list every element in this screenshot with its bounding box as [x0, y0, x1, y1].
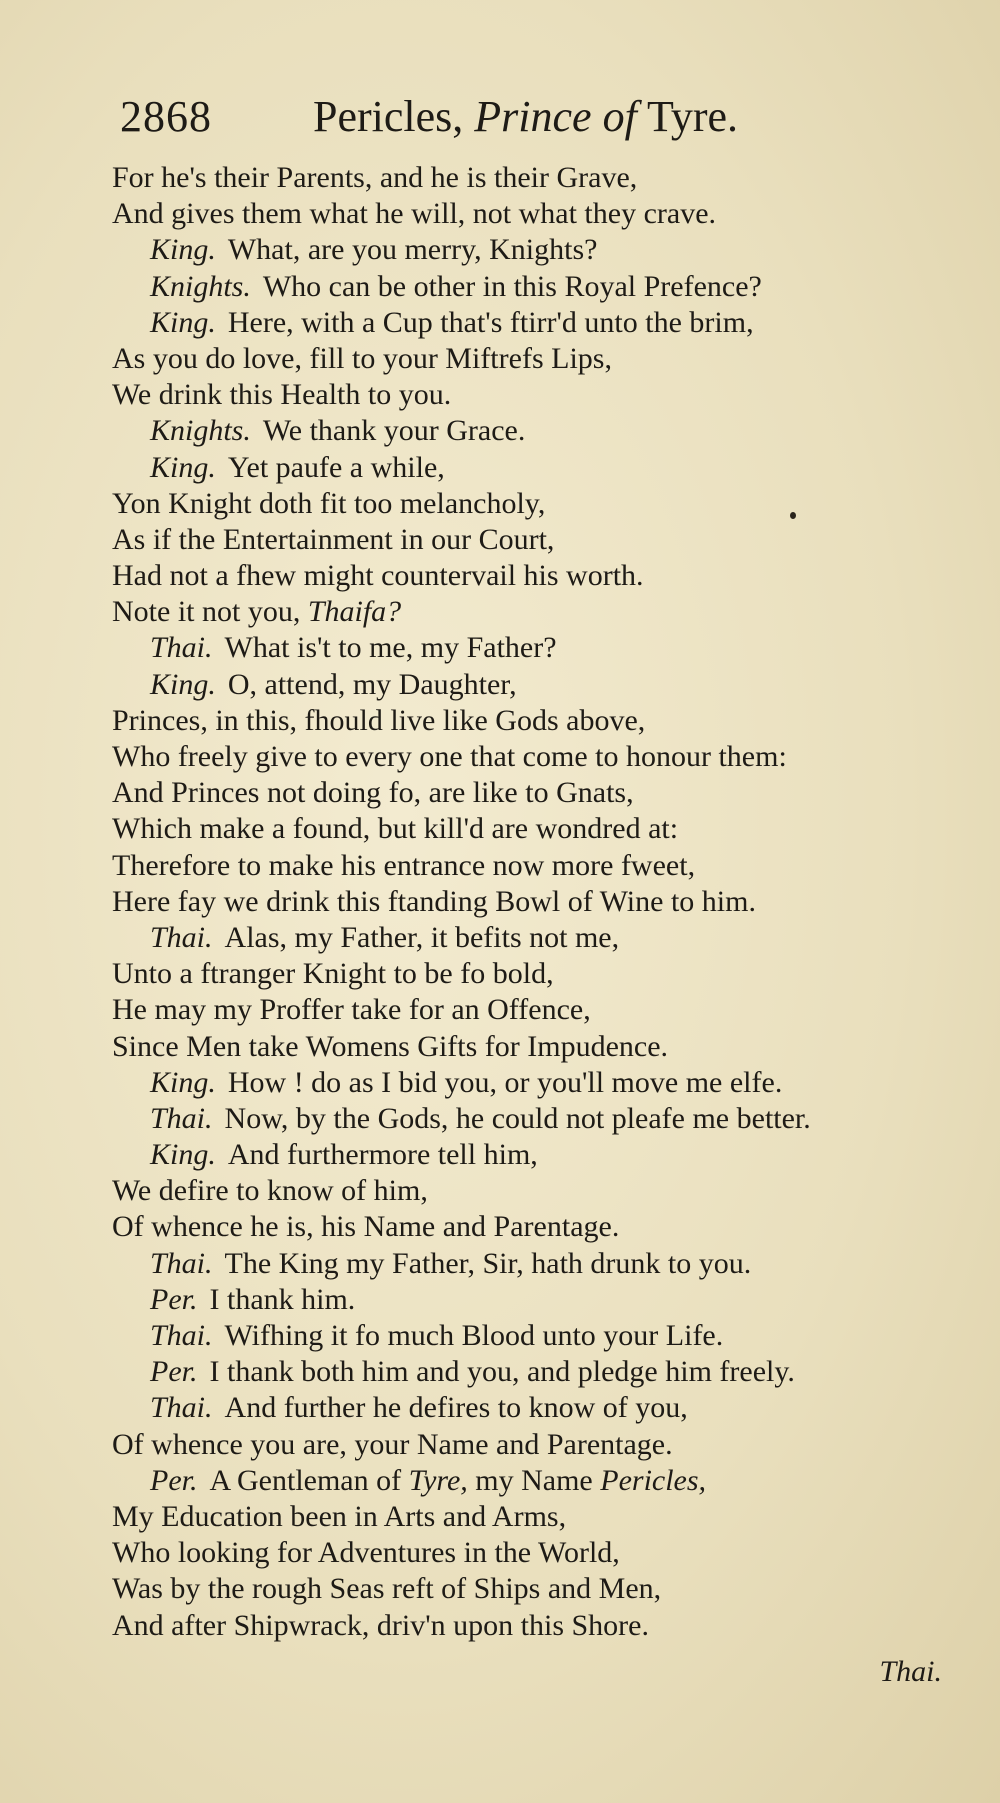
speaker-name: King. [150, 1065, 216, 1099]
header-title-part3: Tyre. [647, 92, 739, 141]
line-text: The King my Father, Sir, hath drunk to you. [224, 1246, 752, 1280]
line-italic-word: Tyre, [408, 1463, 468, 1497]
ink-spot [790, 512, 796, 519]
verse-line [0, 558, 1000, 594]
line-text: For he's their Parents, and he is their Grave, [112, 161, 638, 194]
verse-line [0, 1209, 1000, 1245]
speech-line [0, 1282, 1000, 1318]
verse-line [0, 739, 1000, 775]
catchword: Thai. [879, 1655, 942, 1688]
speaker-name: Thai. [150, 1101, 213, 1135]
speech-line [0, 920, 1000, 956]
verse-line [0, 811, 1000, 847]
verse-line [0, 196, 1000, 232]
line-text: I thank him. [209, 1282, 356, 1316]
speaker-name: King. [150, 1138, 216, 1172]
speaker-name: Thai. [150, 1319, 213, 1352]
line-text: Of whence you are, your Name and Parentage. [112, 1427, 673, 1461]
line-text: Of whence he is, his Name and Parentage. [112, 1210, 620, 1244]
verse-line [0, 1427, 1000, 1463]
verse-line [0, 1029, 1000, 1065]
speaker-name: Per. [150, 1282, 198, 1316]
speech-line [0, 450, 1000, 486]
verse-line [0, 1608, 1000, 1644]
verse-line [0, 703, 1000, 739]
speech-line [0, 1463, 1000, 1499]
line-text: Wifhing it fo much Blood unto your Life. [224, 1319, 724, 1352]
line-text: Since Men take Womens Gifts for Impudence. [112, 1029, 669, 1063]
speaker-name: Knights. [150, 414, 251, 448]
line-text: Now, by the Gods, he could not pleafe me better. [224, 1101, 811, 1135]
verse-line [0, 160, 1000, 196]
line-text: Had not a fhew might countervail his worth. [112, 559, 644, 593]
line-text: My Education been in Arts and Arms, [112, 1499, 567, 1533]
line-text: Here fay we drink this ftanding Bowl of Wine to him. [112, 884, 756, 918]
line-text: Who looking for Adventures in the World, [112, 1536, 620, 1570]
speech-line [0, 1101, 1000, 1137]
page-number: 2868 [120, 92, 212, 141]
line-text: Alas, my Father, it befits not me, [224, 920, 620, 954]
line-text: Yon Knight doth fit too melancholy, [112, 486, 546, 520]
line-italic-word: Thaifa? [307, 595, 402, 629]
speaker-name: Knights. [150, 269, 251, 303]
verse-line [0, 884, 1000, 920]
play-text [0, 160, 1000, 1644]
line-text: Who freely give to every one that come to honour them: [112, 740, 787, 773]
line-text-continued: my Name [475, 1463, 593, 1497]
line-text: We drink this Health to you. [112, 378, 452, 412]
speaker-name: Thai. [150, 1391, 213, 1425]
line-italic-word: Pericles, [600, 1463, 707, 1497]
line-text: Therefore to make his entrance now more fweet, [112, 848, 696, 882]
line-text: I thank both him and you, and pledge him freely. [209, 1355, 795, 1389]
header-title-part2: Prince of [474, 92, 637, 141]
verse-line [0, 522, 1000, 558]
line-text: And Princes not doing fo, are like to Gnats, [112, 776, 634, 810]
line-text: And further he defires to know of you, [224, 1391, 688, 1425]
line-text: A Gentleman of [209, 1463, 402, 1497]
speech-line [0, 1390, 1000, 1426]
line-text: As if the Entertainment in our Court, [112, 522, 555, 556]
line-text: Note it not you, [112, 595, 301, 629]
line-text: Was by the rough Seas reft of Ships and Men, [112, 1572, 662, 1606]
speech-line [0, 630, 1000, 666]
speech-line [0, 667, 1000, 703]
speech-line [0, 1065, 1000, 1101]
speech-line [0, 1246, 1000, 1282]
speaker-name: King. [150, 667, 216, 701]
verse-line [0, 594, 1000, 630]
line-text: Here, with a Cup that's ftirr'd unto the brim, [227, 305, 754, 339]
line-text: Which make a found, but kill'd are wondred at: [112, 812, 679, 846]
line-text: Unto a ftranger Knight to be fo bold, [112, 957, 554, 991]
speech-line [0, 232, 1000, 268]
speaker-name: King. [150, 305, 216, 339]
verse-line [0, 1173, 1000, 1209]
line-text: What is't to me, my Father? [224, 631, 557, 665]
verse-line [0, 341, 1000, 377]
speaker-name: Per. [150, 1463, 198, 1497]
verse-line [0, 377, 1000, 413]
speech-line [0, 269, 1000, 305]
speech-line [0, 305, 1000, 341]
speaker-name: Thai. [150, 920, 213, 954]
speaker-name: Thai. [150, 631, 213, 665]
line-text: We thank your Grace. [262, 414, 526, 448]
speaker-name: Per. [150, 1355, 198, 1389]
line-text: Princes, in this, fhould live like Gods above, [112, 703, 646, 737]
verse-line [0, 1571, 1000, 1607]
header-title-part1: Pericles, [313, 92, 464, 141]
verse-line [0, 775, 1000, 811]
verse-line [0, 992, 1000, 1028]
line-text: Who can be other in this Royal Prefence? [262, 269, 762, 303]
line-text: And furthermore tell him, [227, 1138, 538, 1172]
line-text: Yet paufe a while, [227, 450, 445, 484]
speaker-name: King. [150, 233, 216, 267]
line-text: O, attend, my Daughter, [227, 667, 517, 701]
speech-line [0, 1318, 1000, 1354]
line-text: As you do love, fill to your Miftrefs Lips, [112, 341, 612, 375]
speech-line [0, 1354, 1000, 1390]
line-text: And after Shipwrack, driv'n upon this Shore. [112, 1608, 649, 1642]
verse-line [0, 1535, 1000, 1571]
verse-line [0, 956, 1000, 992]
verse-line [0, 848, 1000, 884]
running-header [120, 92, 920, 142]
line-text: We defire to know of him, [112, 1174, 428, 1208]
line-text: He may my Proffer take for an Offence, [112, 993, 591, 1027]
line-text: How ! do as I bid you, or you'll move me elfe. [227, 1065, 783, 1099]
line-text: And gives them what he will, not what they crave. [112, 197, 717, 231]
speaker-name: Thai. [150, 1246, 213, 1280]
speaker-name: King. [150, 450, 216, 484]
verse-line [0, 1499, 1000, 1535]
line-text: What, are you merry, Knights? [227, 233, 598, 267]
speech-line [0, 1137, 1000, 1173]
verse-line [0, 486, 1000, 522]
speech-line [0, 413, 1000, 449]
